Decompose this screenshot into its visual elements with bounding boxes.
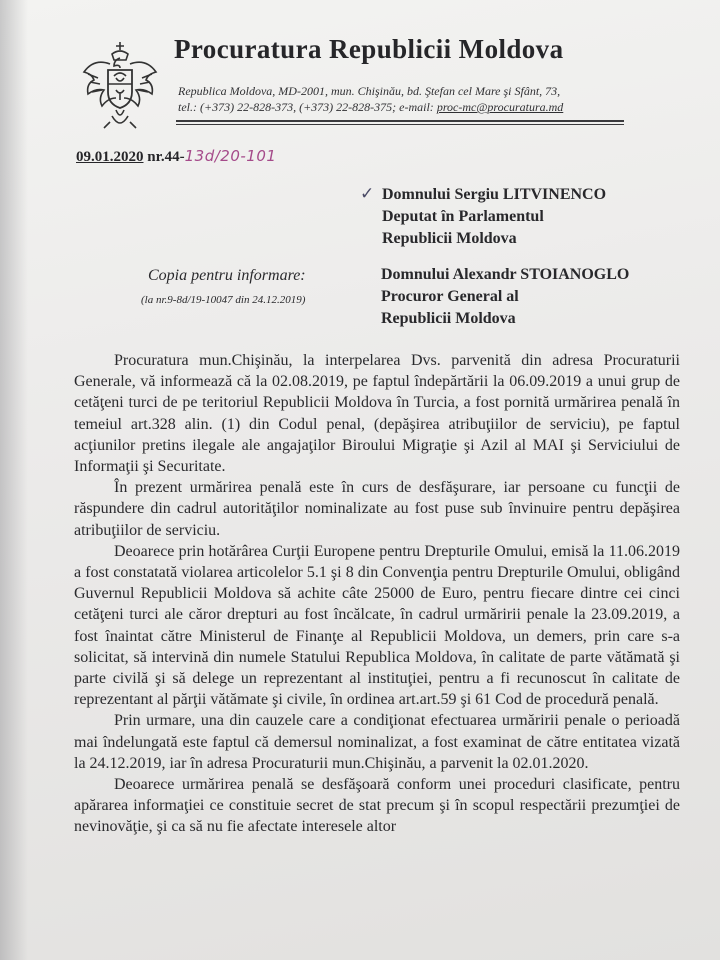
recipient-institution: Republicii Moldova [381,310,516,327]
body-paragraph: Procuratura mun.Chişinău, la interpelarea Dvs. parvenită din adresa Procuraturii Generale, vă informează că la 02.08.2019, pe faptul îndepărtării la 06.09.2019 a unui grup de cetăţeni turci de pe teritoriul Republicii Moldova în Turcia, a fost pornită urmărirea penală în temeiul art.328 alin. (1) din Codul penal, (depăşirea atribuţiilor de serviciu), pe faptul acţiunilor pretins ilegale ale angajaţilor Biroului Migraţie şi Azil al MAI şi Serviciului de Informaţii şi Securitate. [74,352,680,476]
header-rule-thick [176,120,624,122]
phone-numbers: tel.: (+373) 22-828-373, (+373) 22-828-375; e-mail: [178,100,437,114]
letter-body [74,350,680,838]
body-paragraph: Prin urmare, una din cauzele care a condiţionat efectuarea urmăririi penale o perioadă mai îndelungată este faptul că demersul nominalizat, a fost examinat de către entitatea vizată la 24.12.2019, iar în adresa Procuraturii mun.Chişinău, a parvenit la 02.01.2020. [74,712,680,772]
check-mark-icon: ✓ [360,184,375,204]
body-paragraph: Deoarece urmărirea penală se desfăşoară conform unei proceduri clasificate, pentru apărarea informaţiei ce constituie secret de stat precum şi în scopul respectării prezumţiei de nevinovăţie, şi ca să nu fie afectate interesele altor [74,776,680,836]
handwritten-registry-number: 13d/20-101 [184,147,277,165]
address-line: Republica Moldova, MD-2001, mun. Chişinău, bd. Ştefan cel Mare şi Sfânt, 73, [178,84,561,98]
copy-label: Copia pentru informare: [148,267,306,284]
moldova-coat-of-arms-icon [80,38,160,134]
recipient-institution: Republicii Moldova [382,230,517,247]
copy-recipient [381,264,629,330]
body-paragraph: Deoarece prin hotărârea Curţii Europene pentru Drepturile Omului, emisă la 11.06.2019 a fost constatată violarea articolelor 5.1 şi 8 din Convenţia pentru Drepturile Omului, obligând Guvernul Republicii Moldova să achite câte 25000 de Euro, pentru fiecare dintre cei cinci cetăţeni turci ale căror drepturi au fost încălcate, în cadrul urmăririi penale la 23.09.2019, a fost înaintat către Ministerul de Finanţe al Republicii Moldova, un demers, prin care s-a solicitat, să intervină din numele Statului Republica Moldova, în calitate de parte vătămată şi parte civilă şi să delege un reprezentant al instituţiei, pentru a fi recunoscut în calitate de reprezentant al părţii vătămate şi civile, în ordinea art.art.59 şi 61 Cod de procedură penală. [74,542,680,709]
recipient-title: Deputat în Parlamentul [382,208,544,225]
recipient-name: Domnului Alexandr STOIANOGLO [381,266,630,283]
institution-address [178,83,563,115]
copy-reference: (la nr.9-8d/19-10047 din 24.12.2019) [141,294,306,306]
institution-title: Procuratura Republicii Moldova [174,34,564,64]
recipient-title: Procuror General al [381,288,519,305]
document-number-prefix: nr.44- [147,149,185,165]
body-paragraph: În prezent urmărirea penală este în curs de desfăşurare, iar persoane cu funcţii de răspundere din cadrul autorităţilor nominalizate au fost puse sub învinuire pentru depăşirea atribuţiilor de serviciu. [74,479,680,539]
primary-recipient [382,184,606,250]
document-number [76,147,276,166]
page-shadow [0,0,28,960]
header-rule-thin [176,124,624,125]
document-date: 09.01.2020 [76,149,144,165]
recipient-name: Domnului Sergiu LITVINENCO [382,186,607,203]
email-link: proc-mc@procuratura.md [436,100,564,114]
contact-line [178,99,563,115]
